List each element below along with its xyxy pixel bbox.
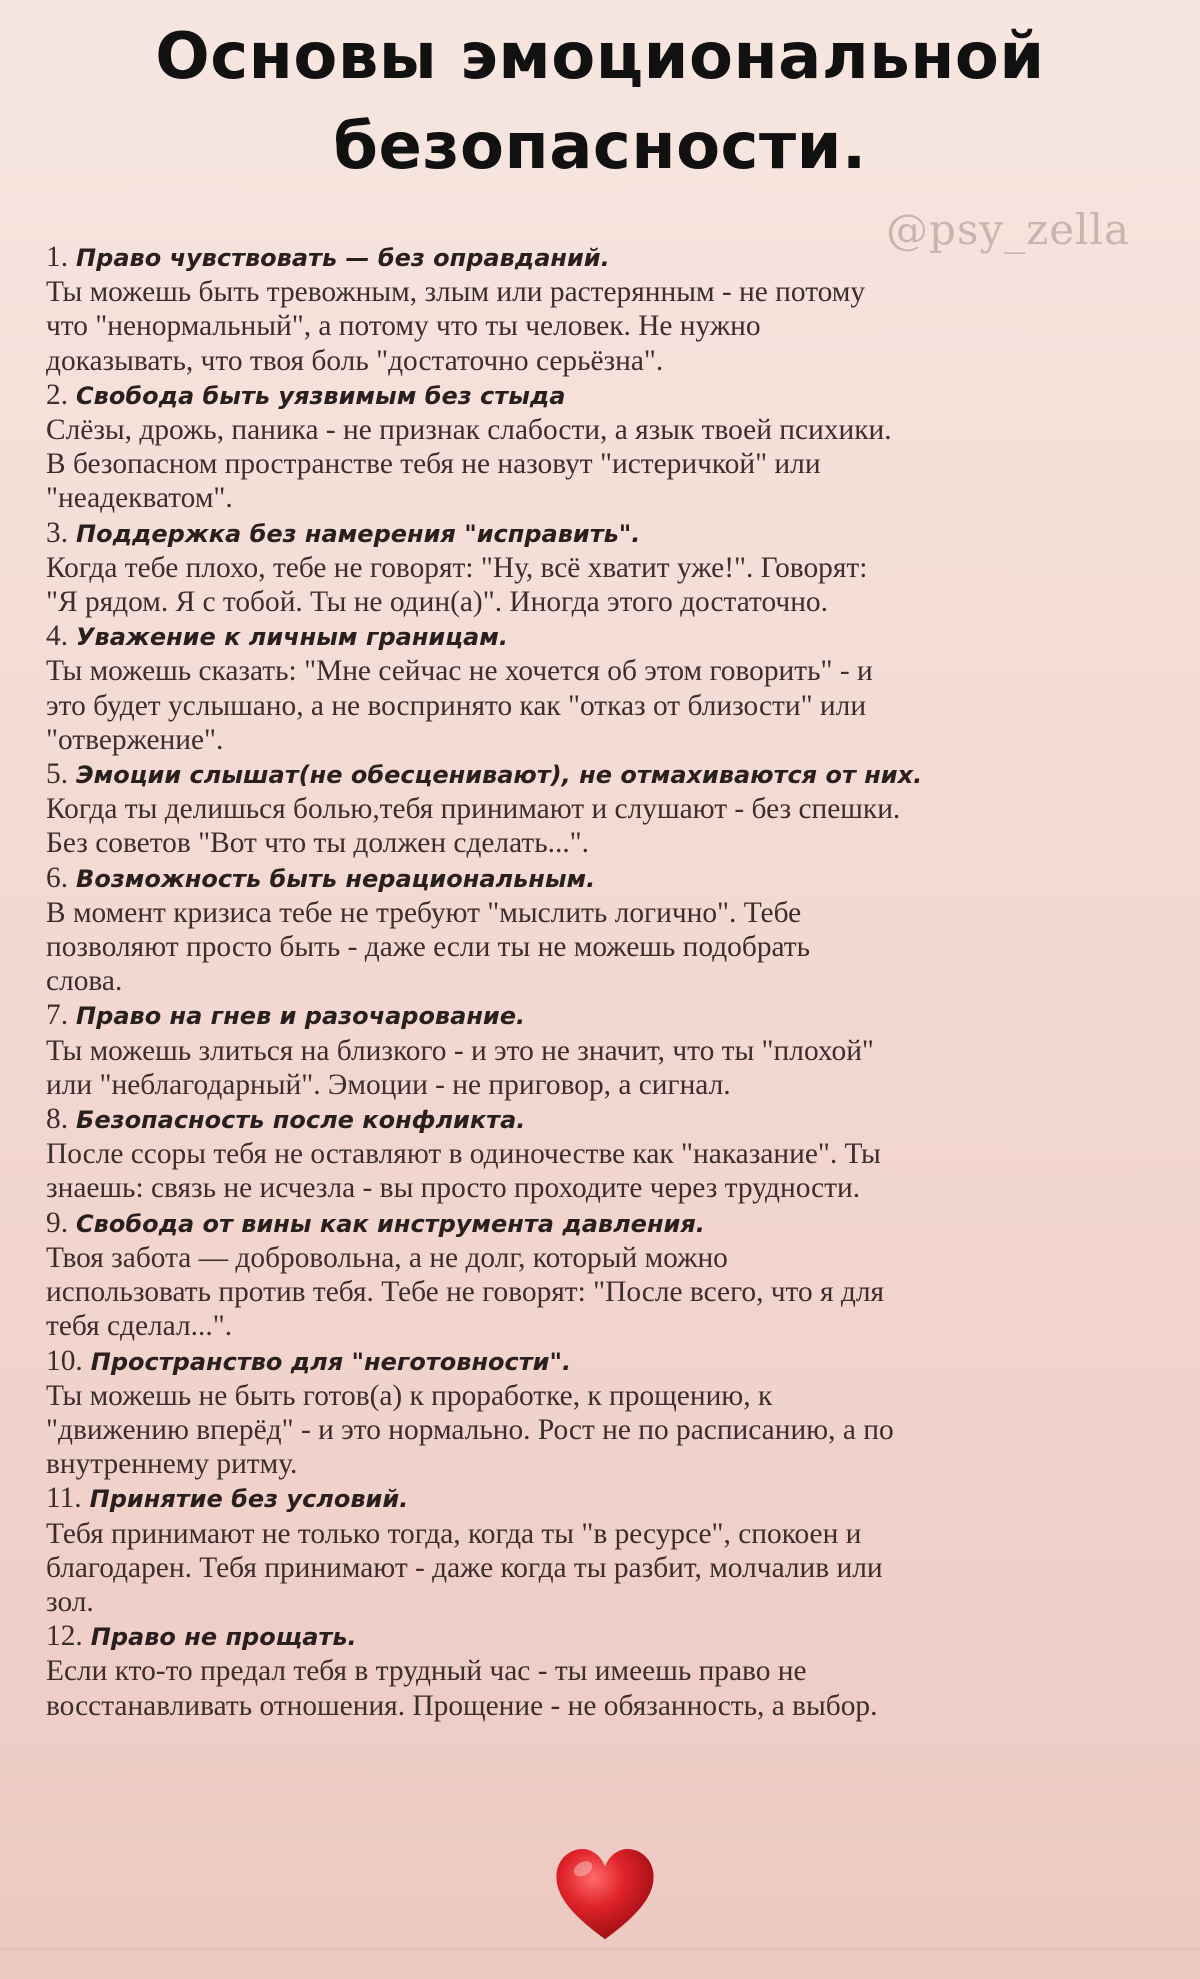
page-title (0, 12, 1200, 192)
item-body-line: Когда ты делишься болью,тебя принимают и слушают - без спешки. (46, 793, 901, 826)
title-line-1: Основы эмоциональной (155, 20, 1045, 94)
list-item (46, 998, 1156, 1102)
list-item (46, 516, 1156, 620)
item-body-line: или "неблагодарный". Эмоции - не приговор, а сигнал. (46, 1068, 731, 1101)
item-heading-text: Эмоции слышат(не обесценивают), не отмахиваются от них. (76, 761, 923, 790)
list-item (46, 619, 1156, 757)
item-heading (46, 378, 1156, 413)
item-body-line: что "ненормальный", а потому что ты человек. Не нужно (46, 310, 761, 343)
list-item (46, 757, 1156, 861)
item-body-line: доказывать, что твоя боль "достаточно серьёзна". (46, 344, 664, 377)
item-heading (46, 1206, 1156, 1241)
item-body-line: В момент кризиса тебе не требуют "мыслить логично". Тебе (46, 896, 802, 929)
item-heading (46, 861, 1156, 896)
item-heading (46, 619, 1156, 654)
item-body-line: внутреннему ритму. (46, 1448, 298, 1481)
item-number: 5. (46, 758, 69, 791)
item-heading-text: Возможность быть нерациональным. (76, 864, 596, 893)
item-body-line: восстанавливать отношения. Прощение - не обязанность, а выбор. (46, 1689, 878, 1722)
item-number: 11. (46, 1482, 82, 1515)
item-body-line: Твоя забота — добровольна, а не долг, который можно (46, 1241, 728, 1274)
item-number: 7. (46, 999, 69, 1032)
item-number: 6. (46, 861, 69, 894)
item-heading-text: Свобода быть уязвимым без стыда (76, 381, 566, 410)
item-heading (46, 998, 1156, 1033)
item-body-line: Ты можешь злиться на близкого - и это не значит, что ты "плохой" (46, 1034, 874, 1067)
item-heading-text: Пространство для "неготовности". (90, 1347, 572, 1376)
list-item (46, 240, 1156, 378)
item-body-line: зол. (46, 1585, 94, 1618)
item-heading (46, 1619, 1156, 1654)
item-body-line: Слёзы, дрожь, паника - не признак слабости, а язык твоей психики. (46, 414, 892, 447)
item-heading (46, 757, 1156, 792)
item-body-line: знаешь: связь не исчезла - вы просто проходите через трудности. (46, 1172, 861, 1205)
list-item (46, 1344, 1156, 1482)
rights-list (46, 240, 1156, 1723)
item-body-line: Ты можешь не быть готов(а) к проработке, к прощению, к (46, 1379, 773, 1412)
list-item (46, 1481, 1156, 1619)
item-number: 3. (46, 516, 69, 549)
item-body-line: благодарен. Тебя принимают - даже когда ты разбит, молчалив или (46, 1551, 883, 1584)
item-heading-text: Принятие без условий. (89, 1485, 409, 1514)
title-line-2: безопасности. (333, 110, 867, 184)
item-heading-text: Право чувствовать — без оправданий. (76, 244, 610, 272)
item-body-line: "движению вперёд" - и это нормально. Рост не по расписанию, а по (46, 1413, 894, 1446)
list-item (46, 1619, 1156, 1723)
item-body-line: Без советов "Вот что ты должен сделать...". (46, 827, 590, 860)
item-body-line: "отвержение". (46, 723, 224, 756)
item-number: 12. (46, 1620, 83, 1653)
item-heading (46, 1102, 1156, 1137)
item-heading-text: Поддержка без намерения "исправить". (76, 519, 641, 548)
item-heading-text: Свобода от вины как инструмента давления. (76, 1209, 705, 1238)
item-heading (46, 240, 1156, 275)
item-number: 10. (46, 1344, 83, 1377)
item-body-line: тебя сделал...". (46, 1310, 233, 1343)
item-heading-text: Право не прощать. (90, 1623, 357, 1652)
item-heading (46, 1481, 1156, 1516)
list-item (46, 378, 1156, 516)
item-heading-text: Безопасность после конфликта. (76, 1106, 526, 1135)
item-body-line: это будет услышано, а не воспринято как "отказ от близости" или (46, 689, 867, 722)
item-number: 9. (46, 1206, 69, 1239)
item-body-line: позволяют просто быть - даже если ты не можешь подобрать (46, 931, 811, 964)
item-body-line: Ты можешь быть тревожным, злым или растерянным - не потому (46, 276, 866, 309)
item-body-line: Тебя принимают не только тогда, когда ты "в ресурсе", спокоен и (46, 1517, 862, 1550)
divider (0, 1948, 1200, 1950)
watermark: @psy_zella (885, 205, 1130, 254)
item-body-line: После ссоры тебя не оставляют в одиночестве как "наказание". Ты (46, 1138, 881, 1171)
item-number: 8. (46, 1103, 69, 1136)
item-heading (46, 1344, 1156, 1379)
item-body-line: Когда тебе плохо, тебе не говорят: "Ну, всё хватит уже!". Говорят: (46, 551, 868, 584)
item-heading-text: Право на гнев и разочарование. (76, 1002, 526, 1031)
item-body-line: Если кто-то предал тебя в трудный час - ты имеешь право не (46, 1655, 807, 1688)
item-body-line: В безопасном пространстве тебя не назовут "истеричкой" или (46, 448, 821, 481)
list-item (46, 861, 1156, 999)
item-body-line: Ты можешь сказать: "Мне сейчас не хочется об этом говорить" - и (46, 655, 873, 688)
heart-icon (550, 1838, 660, 1948)
list-item (46, 1206, 1156, 1344)
item-number: 2. (46, 378, 69, 411)
item-number: 4. (46, 620, 69, 653)
item-body-line: слова. (46, 965, 123, 998)
item-heading-text: Уважение к личным границам. (76, 623, 508, 652)
item-body-line: использовать против тебя. Тебе не говорят: "После всего, что я для (46, 1276, 885, 1309)
item-number: 1. (46, 241, 69, 273)
item-heading (46, 516, 1156, 551)
list-item (46, 1102, 1156, 1206)
item-body-line: "Я рядом. Я с тобой. Ты не один(а)". Иногда этого достаточно. (46, 586, 828, 619)
item-body-line: "неадекватом". (46, 482, 233, 515)
